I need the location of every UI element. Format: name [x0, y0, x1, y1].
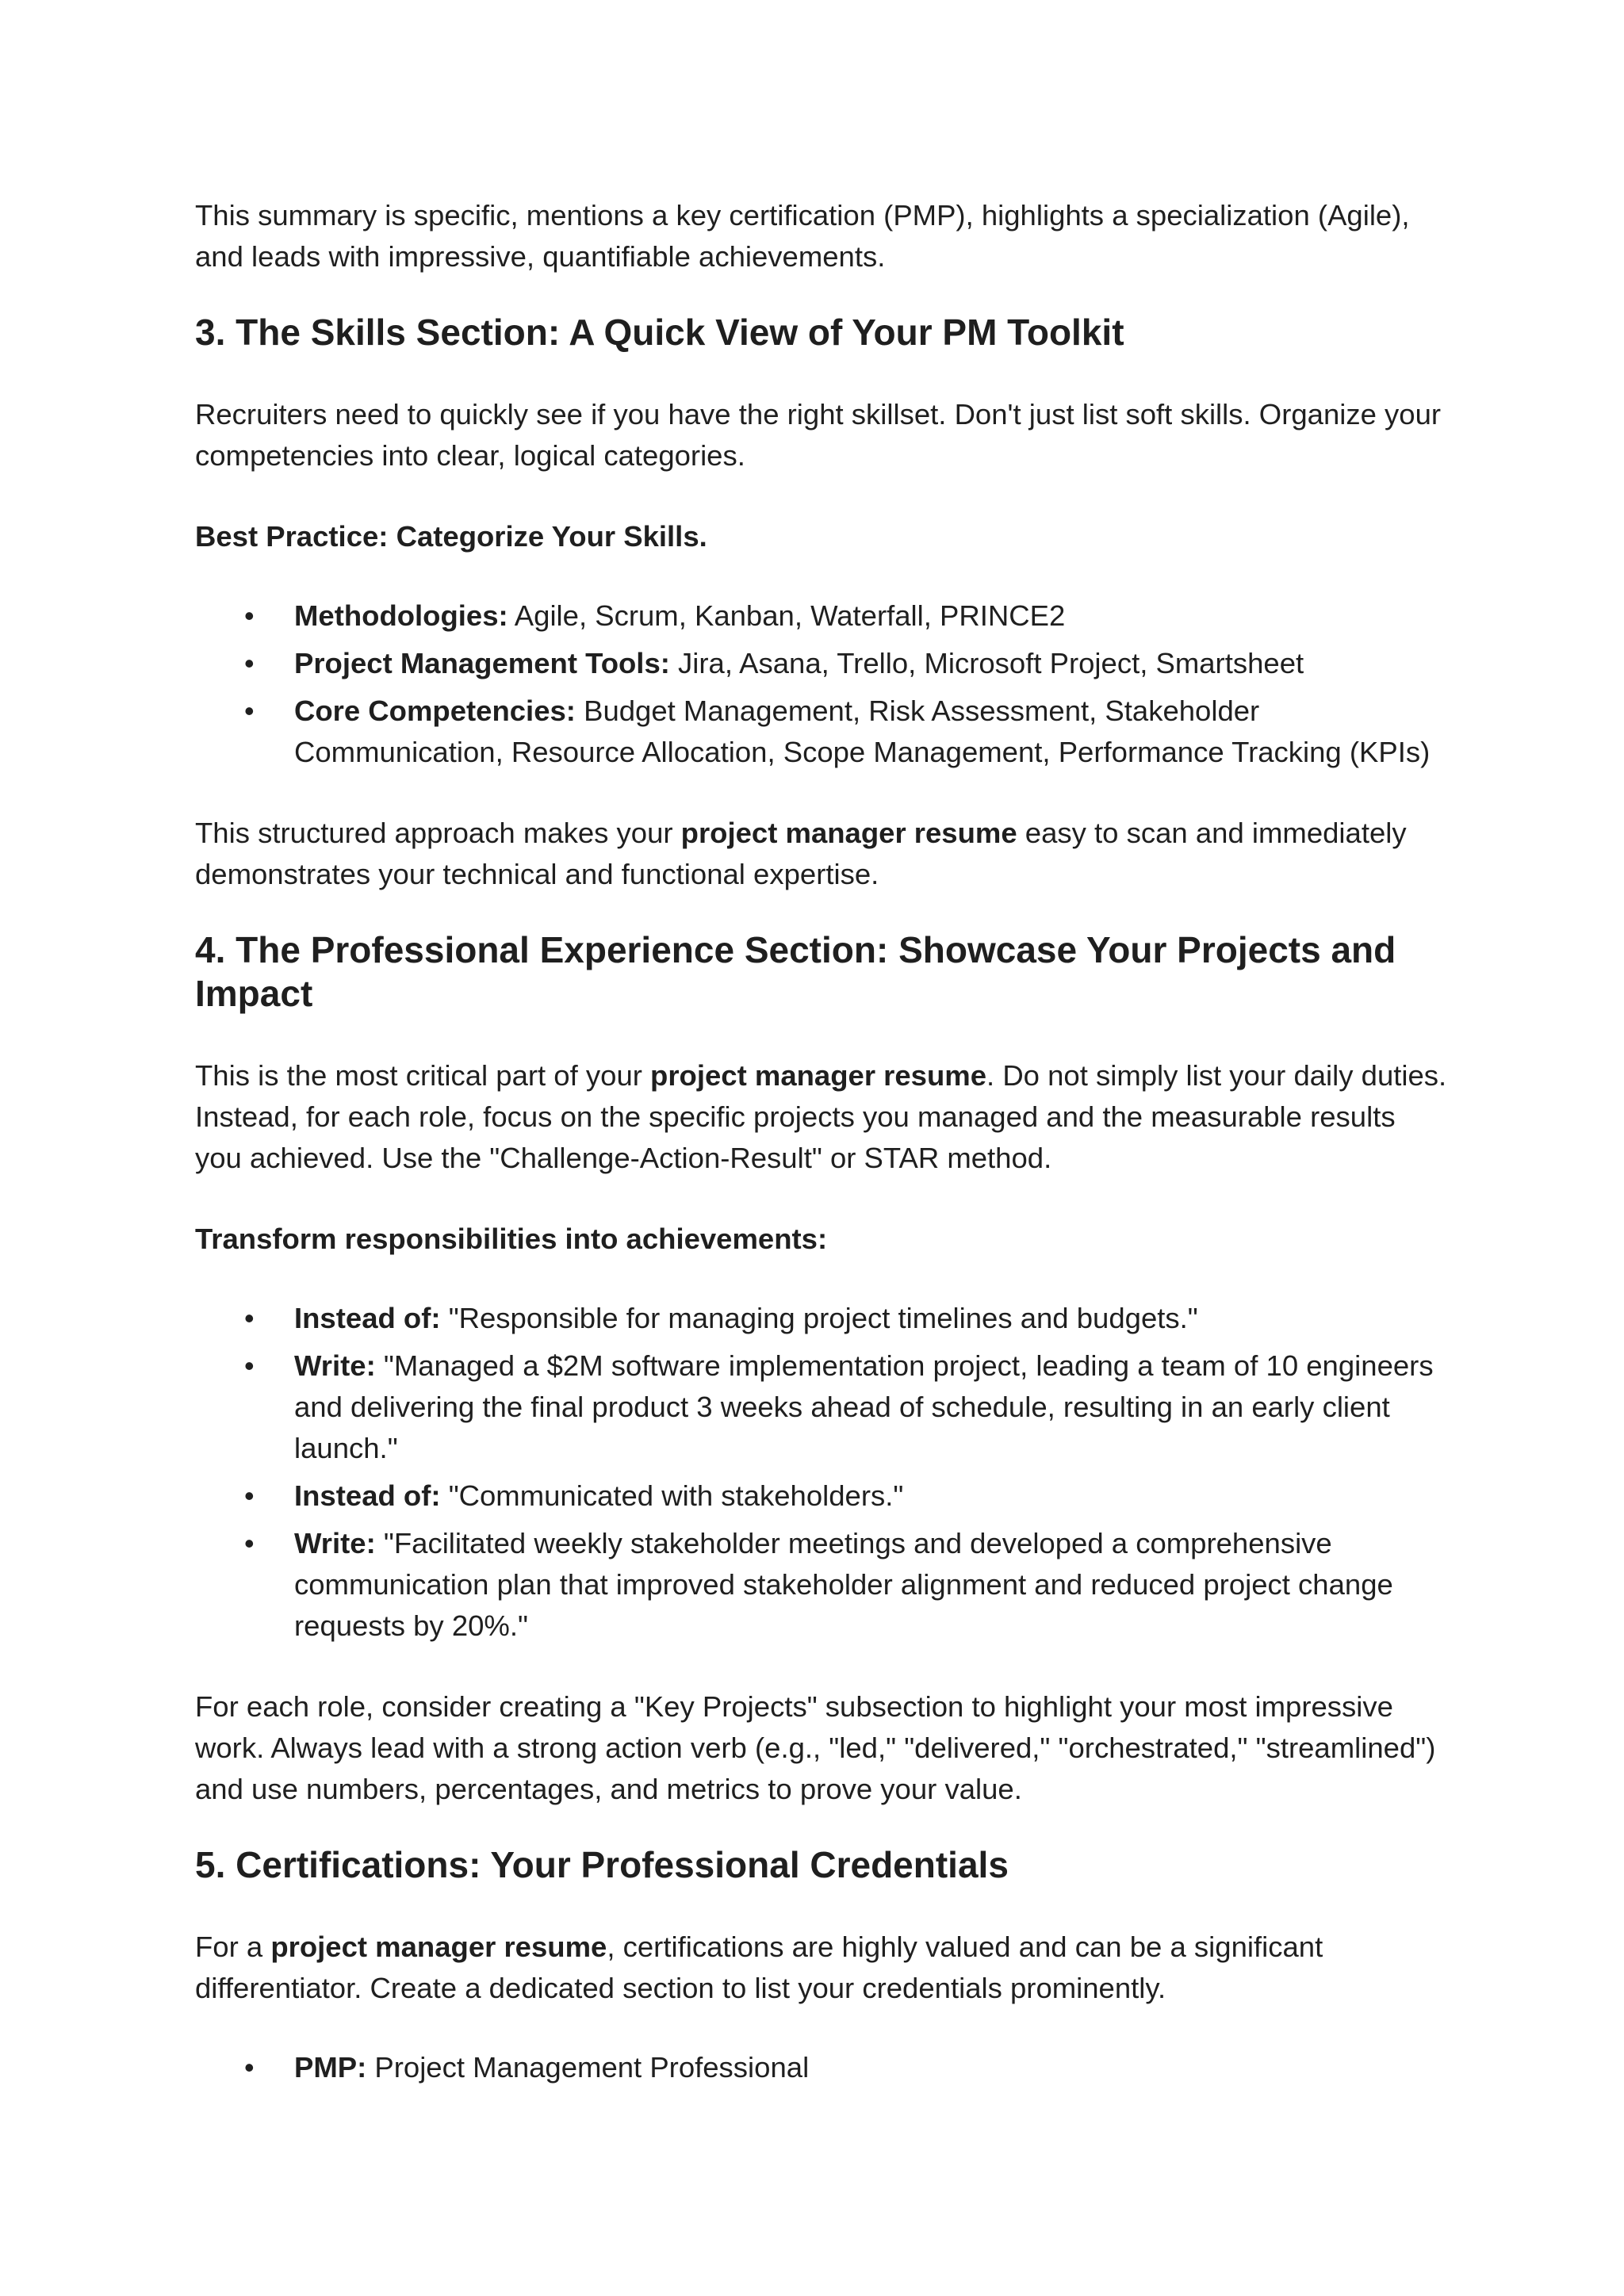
- skills-list: [195, 595, 1448, 773]
- section-5-heading: 5. Certifications: Your Professional Credentials: [195, 1844, 1009, 1885]
- list-item: [195, 643, 1448, 684]
- list-item-text: Agile, Scrum, Kanban, Waterfall, PRINCE2: [508, 599, 1066, 632]
- section-3-closing: [195, 813, 1448, 895]
- text-run: easy to scan and immediately demonstrates your technical and functional expertise.: [195, 817, 1407, 890]
- intro-paragraph: This summary is specific, mentions a key certification (PMP), highlights a specialization (Agile), and leads with impressive, quantifiable achievements.: [195, 199, 1410, 273]
- list-item-text: Project Management Professional: [366, 2051, 810, 2084]
- list-item-label: Instead of:: [294, 1479, 441, 1512]
- text-run: For a: [195, 1931, 271, 1963]
- list-item-label: PMP:: [294, 2051, 367, 2084]
- list-item-label: Write:: [294, 1527, 376, 1559]
- bullet-icon: •: [244, 647, 255, 679]
- list-item: [195, 2047, 1448, 2088]
- list-item-text: "Managed a $2M software implementation project, leading a team of 10 engineers and delivering the final product 3 weeks ahead of schedule, resulting in an early client launch.": [294, 1349, 1434, 1464]
- list-item: [195, 691, 1448, 773]
- list-item-label: Instead of:: [294, 1302, 441, 1334]
- text-run: This structured approach makes your: [195, 817, 681, 849]
- bullet-icon: •: [244, 695, 255, 727]
- list-item: [195, 1475, 1448, 1517]
- bullet-icon: •: [244, 1527, 255, 1559]
- bold-keyword: project manager resume: [270, 1931, 607, 1963]
- section-4-subheading: Transform responsibilities into achievements:: [195, 1223, 828, 1255]
- text-run: , certifications are highly valued and can be a significant differentiator. Create a dedicated section to list your credentials prominently.: [195, 1931, 1323, 2004]
- list-item-text: "Communicated with stakeholders.": [440, 1479, 904, 1512]
- bullet-icon: •: [244, 2051, 255, 2084]
- list-item-label: Methodologies:: [294, 599, 508, 632]
- bullet-icon: •: [244, 1302, 255, 1334]
- section-5-paragraph: [195, 1927, 1448, 2009]
- list-item-text: "Responsible for managing project timelines and budgets.": [440, 1302, 1198, 1334]
- achievements-list: [195, 1298, 1448, 1647]
- list-item: [195, 1345, 1448, 1469]
- list-item-label: Write:: [294, 1349, 376, 1382]
- list-item-label: Core Competencies:: [294, 695, 576, 727]
- section-3-paragraph: Recruiters need to quickly see if you have the right skillset. Don't just list soft skills. Organize your competencies into clear, logical categories.: [195, 398, 1442, 472]
- bullet-icon: •: [244, 1479, 255, 1512]
- section-3-heading: 3. The Skills Section: A Quick View of Your PM Toolkit: [195, 312, 1124, 353]
- bold-keyword: project manager resume: [650, 1059, 987, 1092]
- certifications-list: [195, 2047, 1448, 2088]
- bold-keyword: project manager resume: [680, 817, 1017, 849]
- list-item: [195, 595, 1448, 637]
- section-3-subheading: Best Practice: Categorize Your Skills.: [195, 520, 707, 553]
- text-run: This is the most critical part of your: [195, 1059, 651, 1092]
- list-item: [195, 1298, 1448, 1339]
- section-4-closing: For each role, consider creating a "Key Projects" subsection to highlight your most impressive work. Always lead with a strong action verb (e.g., "led," "delivered," "orchestrated," "streamlined") and use numbers, percentages, and metrics to prove your value.: [195, 1690, 1436, 1805]
- list-item-text: "Facilitated weekly stakeholder meetings and developed a comprehensive communication plan that improved stakeholder alignment and reduced project change requests by 20%.": [294, 1527, 1393, 1642]
- document-page: [195, 195, 1448, 2095]
- text-run: . Do not simply list your daily duties. Instead, for each role, focus on the specific projects you managed and the measurable results you achieved. Use the "Challenge-Action-Result" or STAR method.: [195, 1059, 1447, 1174]
- section-4-paragraph: [195, 1055, 1448, 1179]
- section-4-heading: 4. The Professional Experience Section: Showcase Your Projects and Impact: [195, 929, 1396, 1014]
- list-item-text: Budget Management, Risk Assessment, Stakeholder Communication, Resource Allocation, Scope Management, Performance Tracking (KPIs): [294, 695, 1431, 768]
- bullet-icon: •: [244, 1349, 255, 1382]
- list-item: [195, 1523, 1448, 1647]
- list-item-text: Jira, Asana, Trello, Microsoft Project, Smartsheet: [669, 647, 1304, 679]
- bullet-icon: •: [244, 599, 255, 632]
- list-item-label: Project Management Tools:: [294, 647, 670, 679]
